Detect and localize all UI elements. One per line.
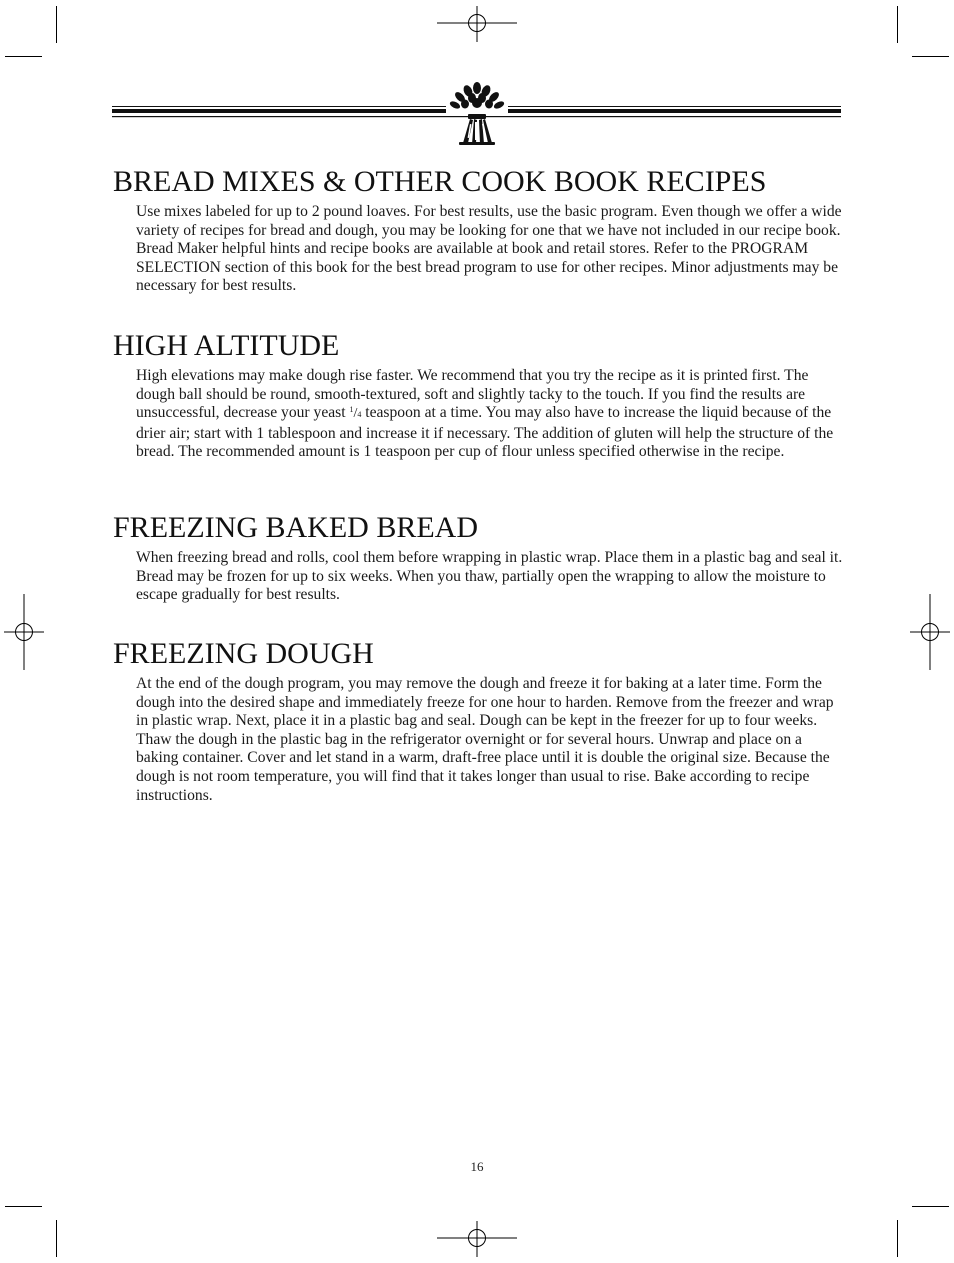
section-body (136, 367, 843, 462)
section-freezing-baked-bread (113, 511, 843, 605)
crop-mark-bottom-right-vertical (897, 1220, 898, 1257)
crop-mark-top-right-vertical (897, 6, 898, 43)
crop-mark-bottom-right-horizontal (912, 1206, 949, 1207)
crop-mark-top-right-horizontal (912, 56, 949, 57)
section-freezing-dough (113, 637, 843, 805)
section-heading: HIGH ALTITUDE (113, 329, 340, 362)
fraction-slash: / (353, 406, 358, 422)
section-heading: BREAD MIXES & OTHER COOK BOOK RECIPES (113, 165, 767, 198)
registration-target-icon (437, 1221, 517, 1257)
crop-mark-top-left-vertical (56, 6, 57, 43)
crop-mark-bottom-left-vertical (56, 1220, 57, 1257)
registration-target-icon (910, 594, 950, 670)
crop-mark-bottom-left-horizontal (5, 1206, 42, 1207)
crop-mark-top-left-horizontal (5, 56, 42, 57)
registration-target-icon (4, 594, 44, 670)
section-bread-mixes (113, 165, 843, 296)
section-body: When freezing bread and rolls, cool them before wrapping in plastic wrap. Place them in a plastic bag and seal it. Bread may be frozen for up to six weeks. When you thaw, partially open the wrapping to allow the moisture to escape gradually for best results. (136, 549, 843, 604)
section-high-altitude (113, 329, 843, 462)
body-text: teaspoon at a time. You may also have to increase the liquid because of the drier air; start with 1 tablespoon and increase it if necessary. The addition of gluten will help the structure of the bread. The recommended amount is 1 teaspoon per cup of flour unless specified otherwise in the recipe. (136, 404, 834, 461)
fraction-numerator: 1 (349, 405, 354, 415)
section-heading: FREEZING DOUGH (113, 637, 374, 670)
fraction-denominator: 4 (357, 410, 362, 420)
section-body: Use mixes labeled for up to 2 pound loaves. For best results, use the basic program. Even though we offer a wide variety of recipes for bread and dough, you may be looking for one that we have not included in our recipe book. Bread Maker helpful hints and recipe books are available at book and retail stores. Refer to the PROGRAM SELECTION section of this book for the best bread program to use for other recipes. Minor adjustments may be necessary for best results. (136, 203, 842, 295)
section-heading: FREEZING BAKED BREAD (113, 511, 478, 544)
section-body: At the end of the dough program, you may remove the dough and freeze it for baking at a later time. Form the dough into the desired shape and immediately freeze for one hour to harden. Remove from the freezer and wrap in plastic wrap. Next, place it in a plastic bag and seal. Dough can be kept in the freezer for up to four weeks. Thaw the dough in the plastic bag in the refrigerator overnight or for several hours. Unwrap and place on a baking container. Cover and let stand in a warm, draft-free place until it is double the original size. Because the dough is not room temperature, you will find that it takes longer than usual to rise. Bake according to recipe instructions. (136, 675, 834, 804)
fraction-one-quarter (349, 405, 362, 422)
page-number: 16 (470, 1159, 484, 1174)
body-text: High elevations may make dough rise faster. We recommend that you try the recipe as it is printed first. The dough ball should be round, smooth-textured, soft and slightly tacky to the touch. If you find the results are unsuccessful, decrease your yeast (136, 367, 809, 422)
wheat-sheaf-icon (446, 82, 508, 146)
registration-target-icon (437, 6, 517, 42)
